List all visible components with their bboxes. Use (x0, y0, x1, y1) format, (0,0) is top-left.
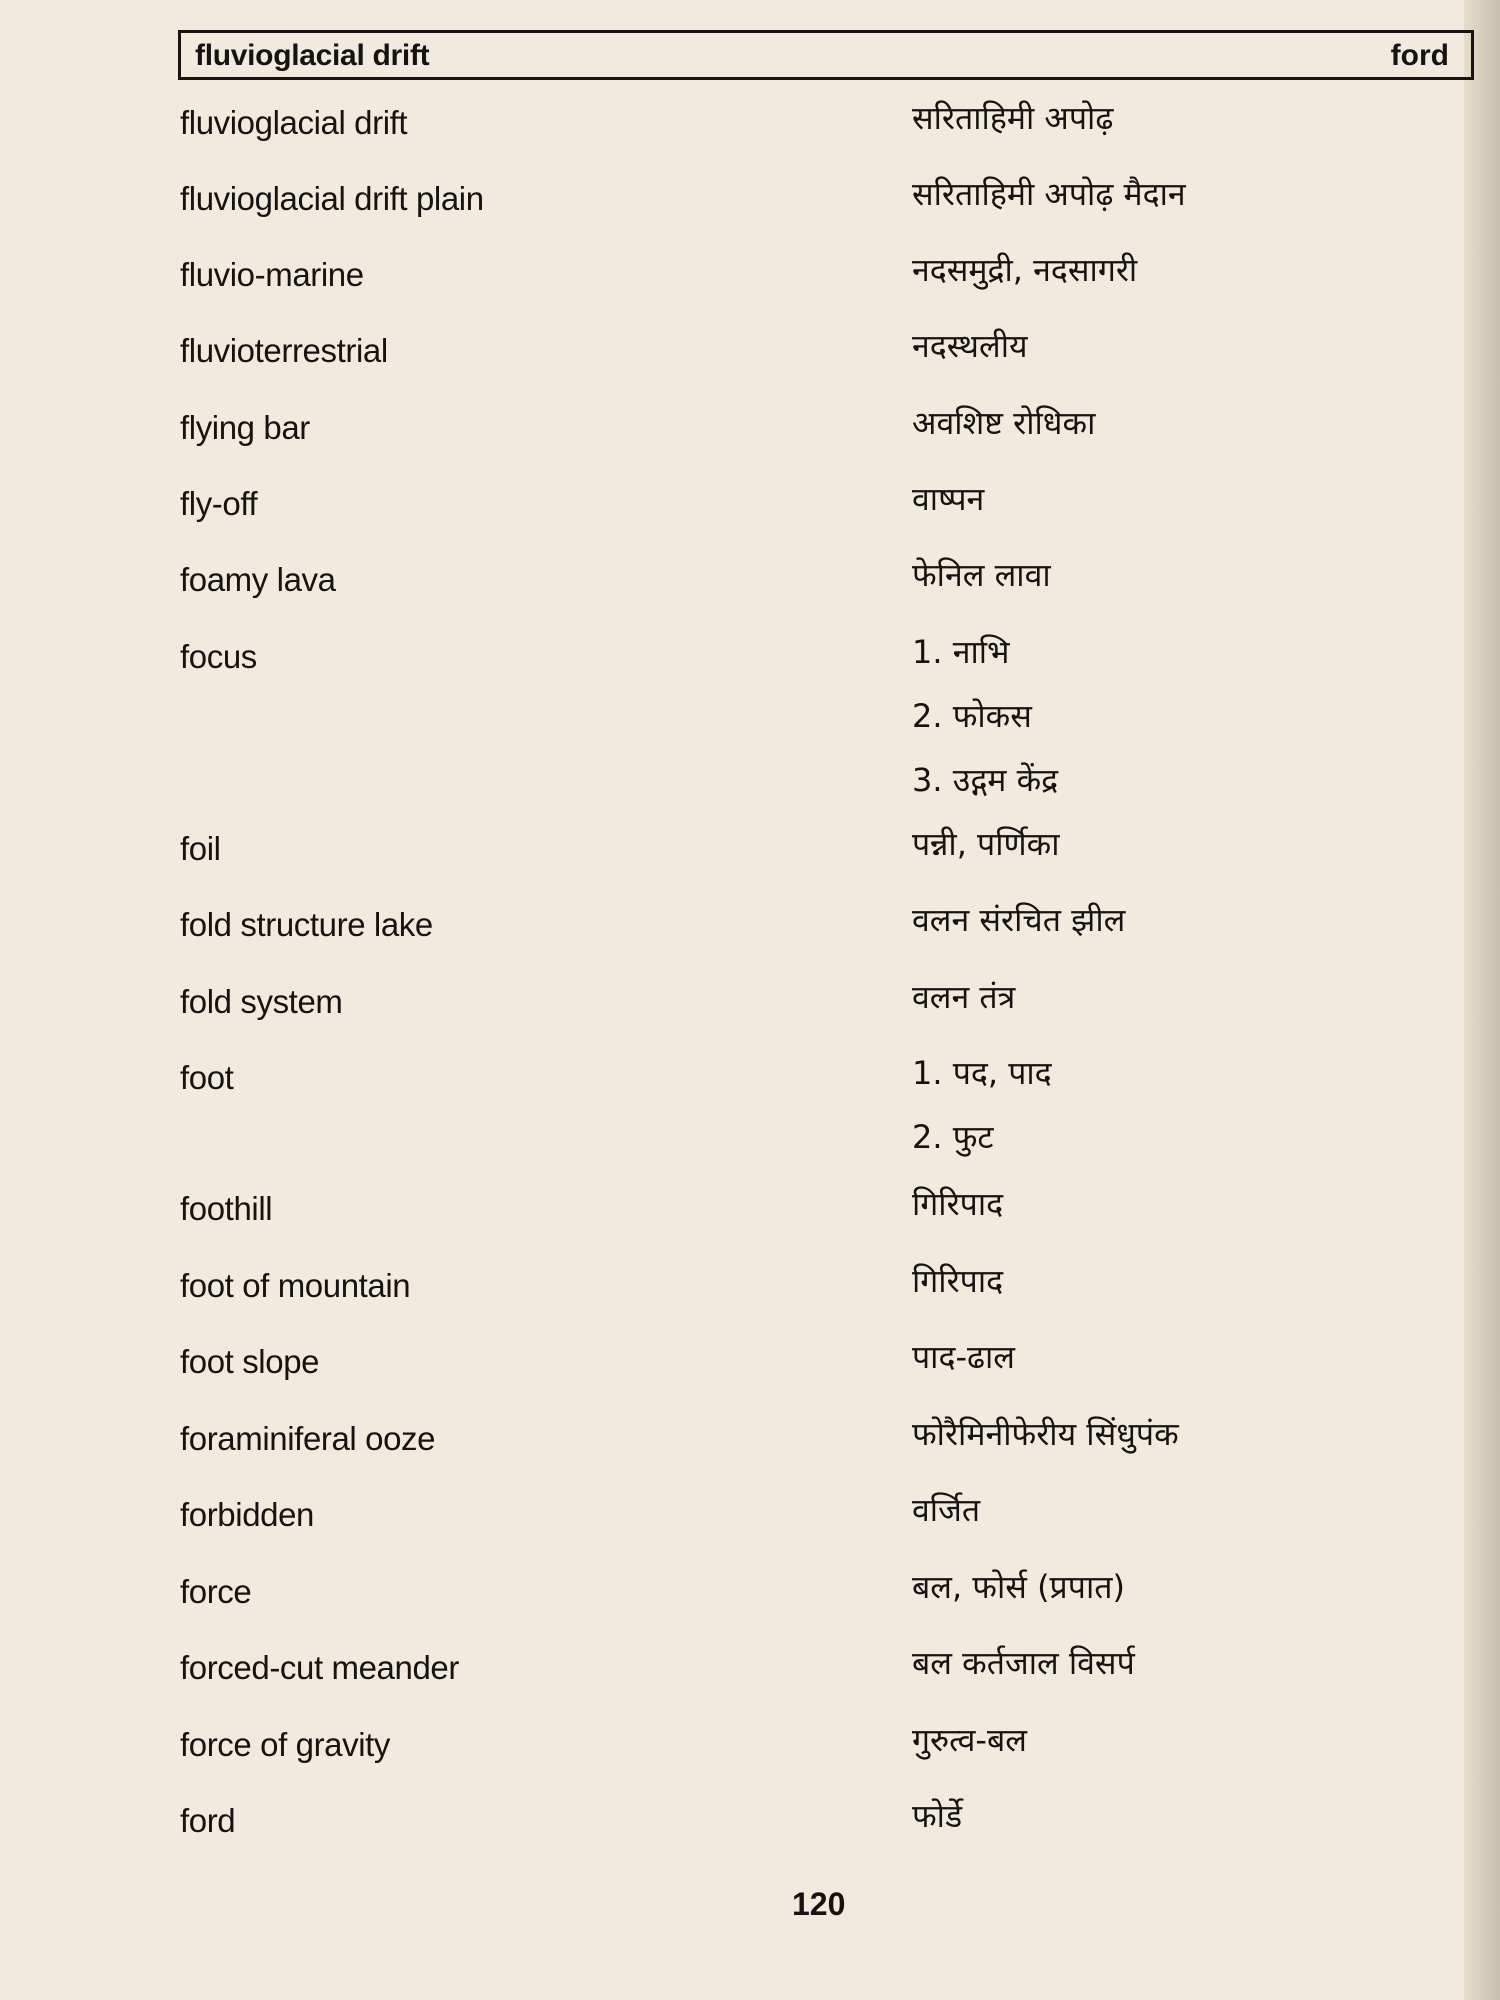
entry-term: focus (180, 638, 257, 675)
entry-term: foil (180, 830, 221, 867)
hindi-sense: 1. पद, पाद (912, 1054, 1052, 1092)
hindi-sense: 2. फुट (912, 1118, 994, 1156)
entry-hindi-translation (912, 1184, 1003, 1238)
entry-hindi-translation (912, 900, 1125, 954)
entry-hindi-translation (912, 632, 1058, 814)
entry-term: foamy lava (180, 561, 336, 598)
hindi-sense: पाद-ढाल (912, 1338, 1016, 1376)
hindi-sense: सरिताहिमी अपोढ़ मैदान (912, 175, 1186, 213)
hindi-sense: वलन तंत्र (912, 978, 1016, 1016)
entry-term: fluvioterrestrial (180, 332, 388, 369)
entry-term: fold structure lake (180, 906, 433, 943)
entry-term: foothill (180, 1190, 273, 1227)
hindi-sense: फोर्डे (912, 1797, 963, 1835)
hindi-sense: बल कर्तजाल विसर्प (912, 1644, 1135, 1682)
entry-hindi-translation (912, 555, 1051, 609)
running-header (178, 30, 1474, 80)
entry-hindi-translation (912, 98, 1113, 152)
entry-hindi-translation (912, 1490, 980, 1544)
entry-term: forced-cut meander (180, 1649, 459, 1686)
hindi-sense: फोरैमिनीफेरीय सिंधुपंक (912, 1415, 1179, 1453)
hindi-sense: पन्नी, पर्णिका (912, 825, 1060, 863)
hindi-sense: फेनिल लावा (912, 556, 1051, 594)
entry-hindi-translation (912, 1796, 962, 1850)
hindi-sense: नदसमुद्री, नदसागरी (912, 251, 1138, 289)
hindi-sense: सरिताहिमी अपोढ़ (912, 99, 1114, 137)
hindi-sense: 1. नाभि (912, 633, 1010, 671)
hindi-sense: गिरिपाद (912, 1185, 1004, 1223)
header-last-term: ford (1390, 39, 1449, 72)
hindi-sense: गिरिपाद (912, 1262, 1004, 1300)
entry-term: fluvioglacial drift plain (180, 180, 484, 217)
hindi-sense: बल, फोर्स (प्रपात) (912, 1568, 1125, 1606)
entry-term: foot slope (180, 1343, 320, 1380)
entry-hindi-translation (912, 1567, 1125, 1621)
entry-term: fluvioglacial drift (180, 104, 408, 141)
page-edge-shadow (1464, 0, 1500, 2000)
hindi-sense: 3. उद्गम केंद्र (912, 761, 1059, 799)
hindi-sense: गुरुत्व-बल (912, 1721, 1027, 1759)
hindi-sense: नदस्थलीय (912, 327, 1028, 365)
entry-hindi-translation (912, 326, 1028, 380)
entry-term: fold system (180, 983, 343, 1020)
entry-hindi-translation (912, 250, 1137, 304)
hindi-sense: वाष्पन (912, 480, 985, 518)
header-first-term: fluvioglacial drift (195, 39, 430, 72)
hindi-sense: 2. फोकस (912, 697, 1032, 735)
entry-hindi-translation (912, 824, 1060, 878)
entry-term: foot of mountain (180, 1267, 411, 1304)
entry-term: ford (180, 1802, 236, 1839)
entry-hindi-translation (912, 1053, 1052, 1171)
entry-hindi-translation (912, 1337, 1015, 1391)
entry-hindi-translation (912, 1720, 1027, 1774)
entry-term: foot (180, 1059, 234, 1096)
hindi-sense: वर्जित (912, 1491, 981, 1529)
hindi-sense: वलन संरचित झील (912, 901, 1126, 939)
entry-hindi-translation (912, 1414, 1179, 1468)
entry-term: force (180, 1573, 252, 1610)
entry-hindi-translation (912, 977, 1015, 1031)
page-number: 120 (792, 1886, 846, 1922)
entry-hindi-translation (912, 403, 1095, 457)
entry-hindi-translation (912, 479, 984, 533)
entry-hindi-translation (912, 1643, 1135, 1697)
entry-term: forbidden (180, 1496, 315, 1533)
entry-term: fluvio-marine (180, 256, 364, 293)
entry-term: foraminiferal ooze (180, 1420, 436, 1457)
entry-hindi-translation (912, 1261, 1003, 1315)
hindi-sense: अवशिष्ट रोधिका (912, 404, 1096, 442)
entry-hindi-translation (912, 174, 1186, 228)
entry-term: force of gravity (180, 1726, 391, 1763)
entry-term: fly-off (180, 485, 258, 522)
entry-term: flying bar (180, 409, 310, 446)
